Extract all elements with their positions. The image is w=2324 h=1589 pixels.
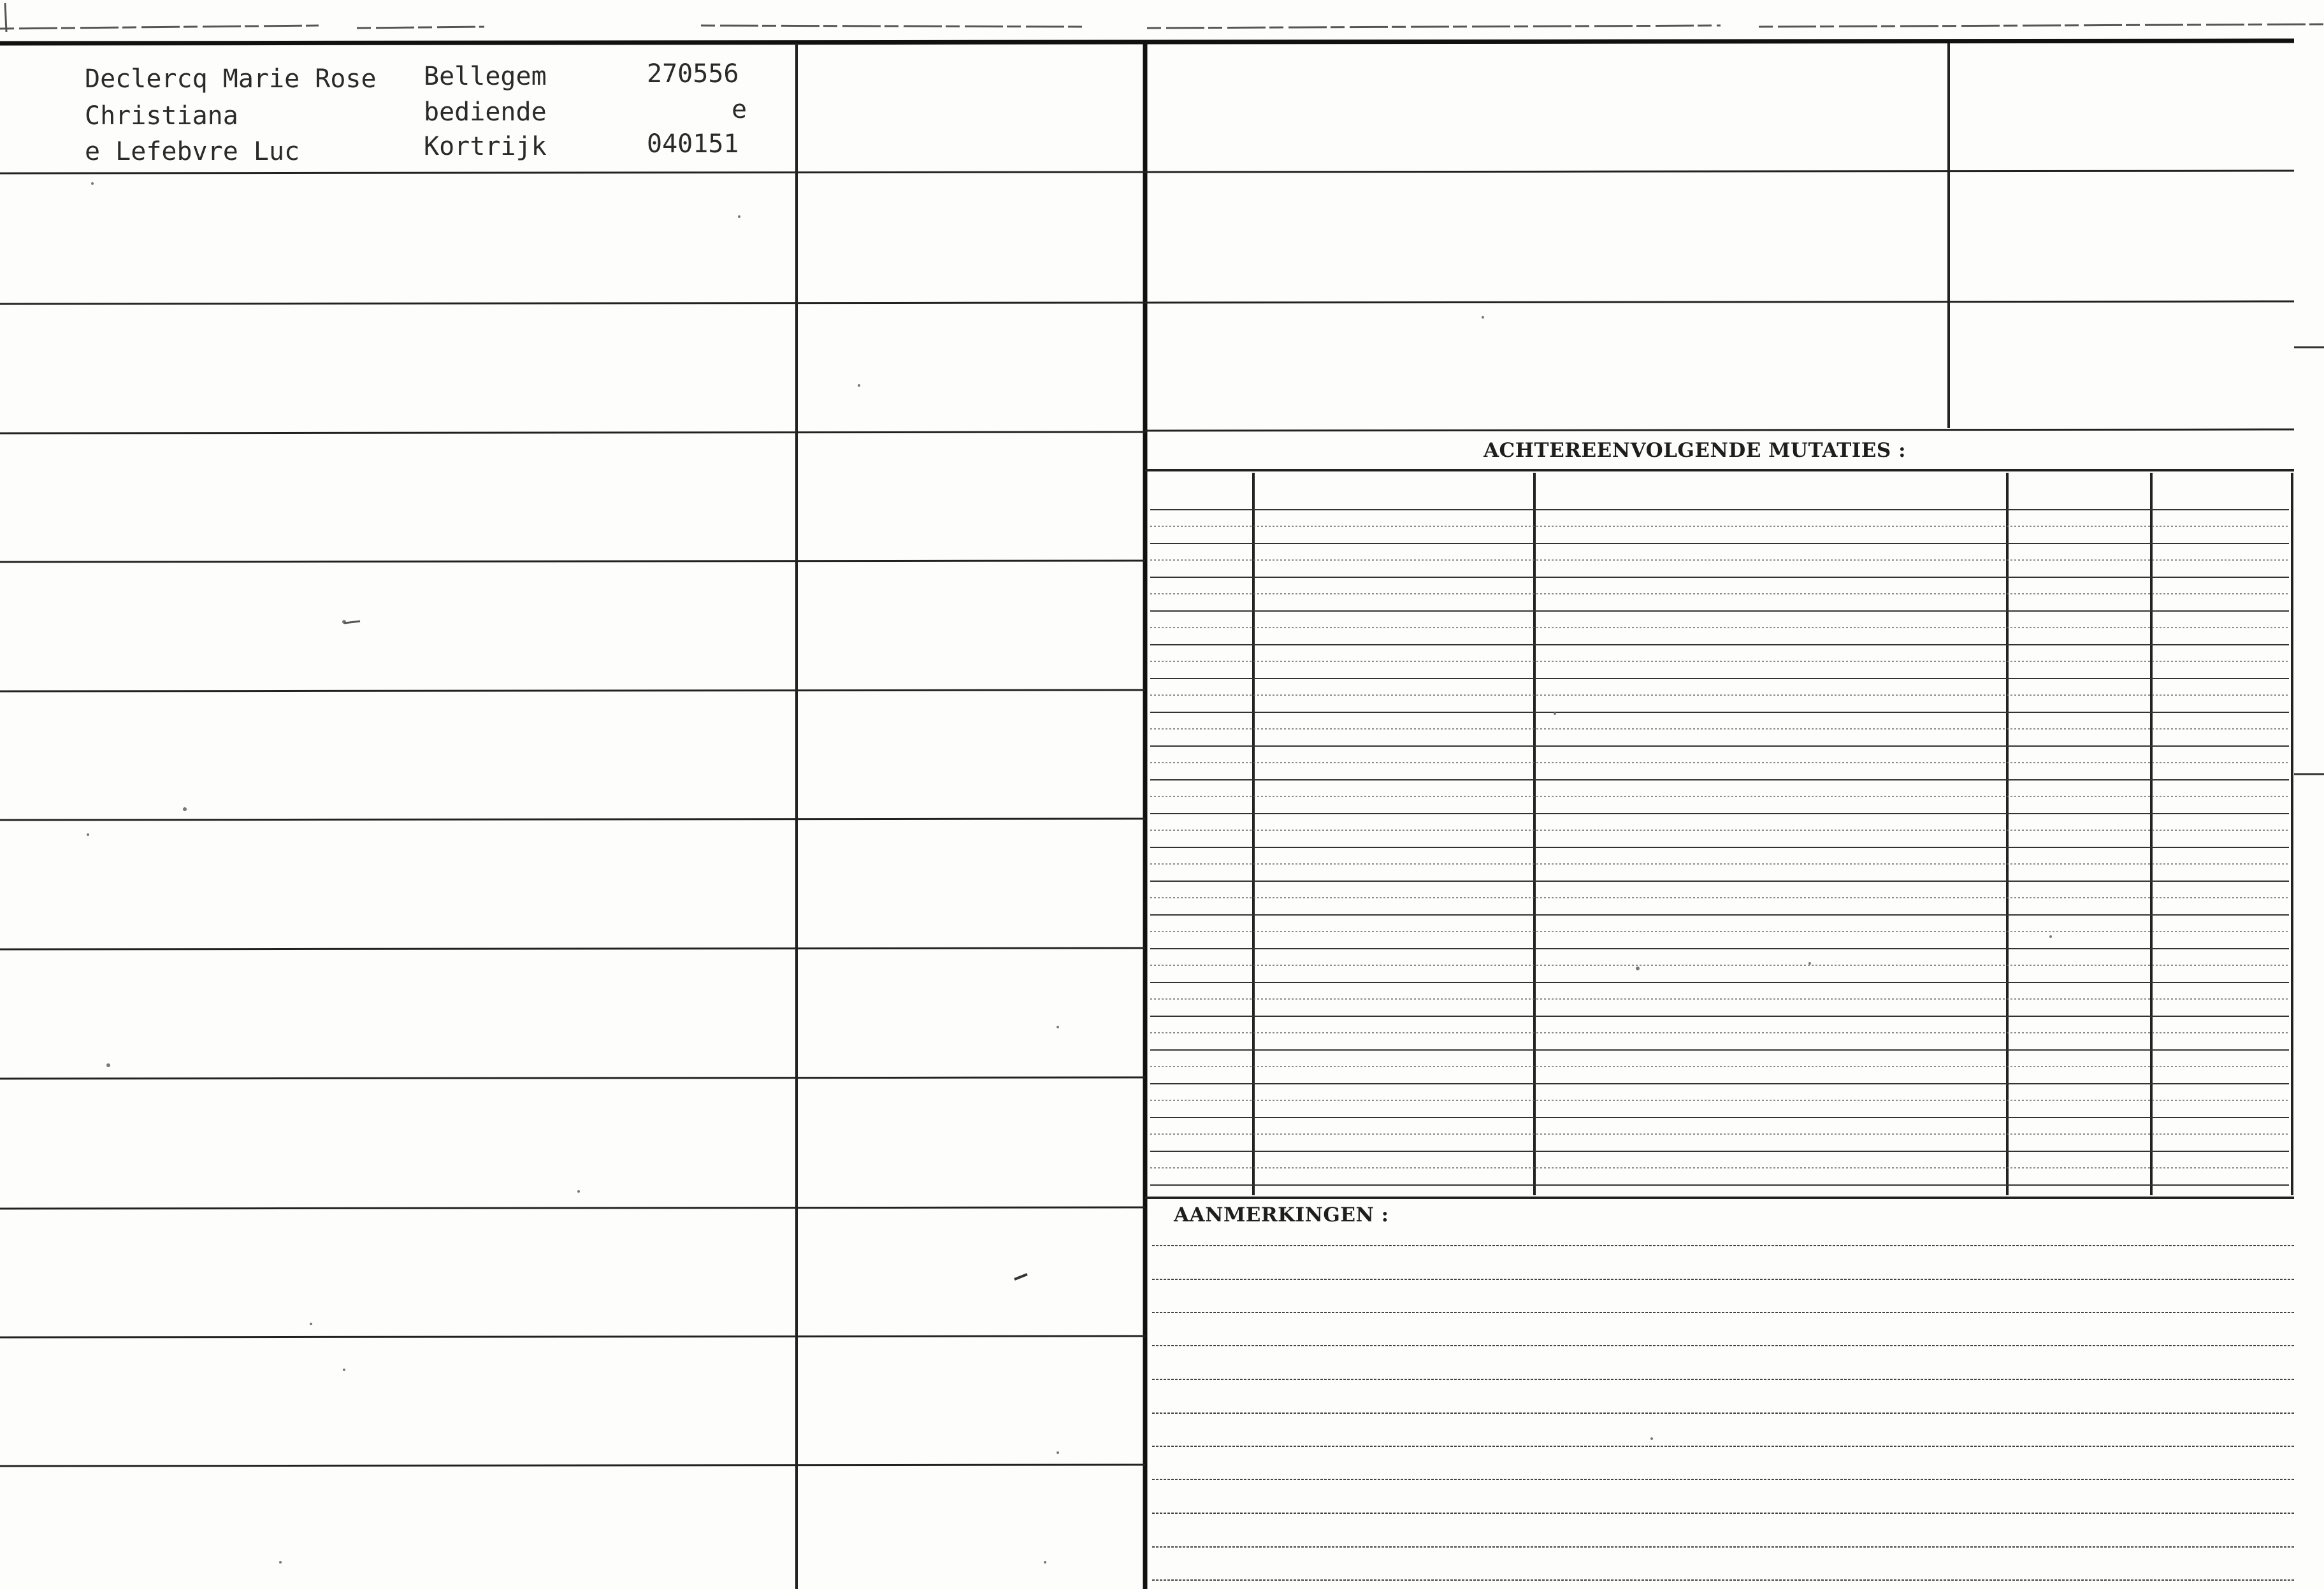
mutations-rows (1150, 510, 2289, 1185)
entry-place-line-2: bediende (424, 97, 547, 127)
entry-place-line-1: Bellegem (424, 62, 547, 91)
top-scan-edge (0, 3, 2324, 32)
scan-specks (87, 182, 2052, 1564)
remarks-heading: AANMERKINGEN : (1174, 1204, 1389, 1226)
mutations-heading: ACHTEREENVOLGENDE MUTATIES : (1483, 439, 1907, 462)
top-border (0, 41, 2294, 43)
entry-date-line-2: e (732, 95, 747, 124)
entry-name-line-2: Christiana (85, 101, 238, 131)
entry-date-line-1: 270556 (647, 59, 739, 89)
left-row-lines (0, 172, 1145, 1466)
entry-date-line-3: 040151 (647, 129, 739, 159)
right-upper-rows (1145, 171, 2294, 431)
mutations-col-dividers (1253, 473, 2292, 1195)
entry-name-line-3: e Lefebvre Luc (85, 137, 300, 166)
entry-place-line-3: Kortrijk (424, 132, 547, 161)
remarks-rows (1152, 1246, 2294, 1580)
entry-name-line-1: Declercq Marie Rose (85, 64, 377, 94)
